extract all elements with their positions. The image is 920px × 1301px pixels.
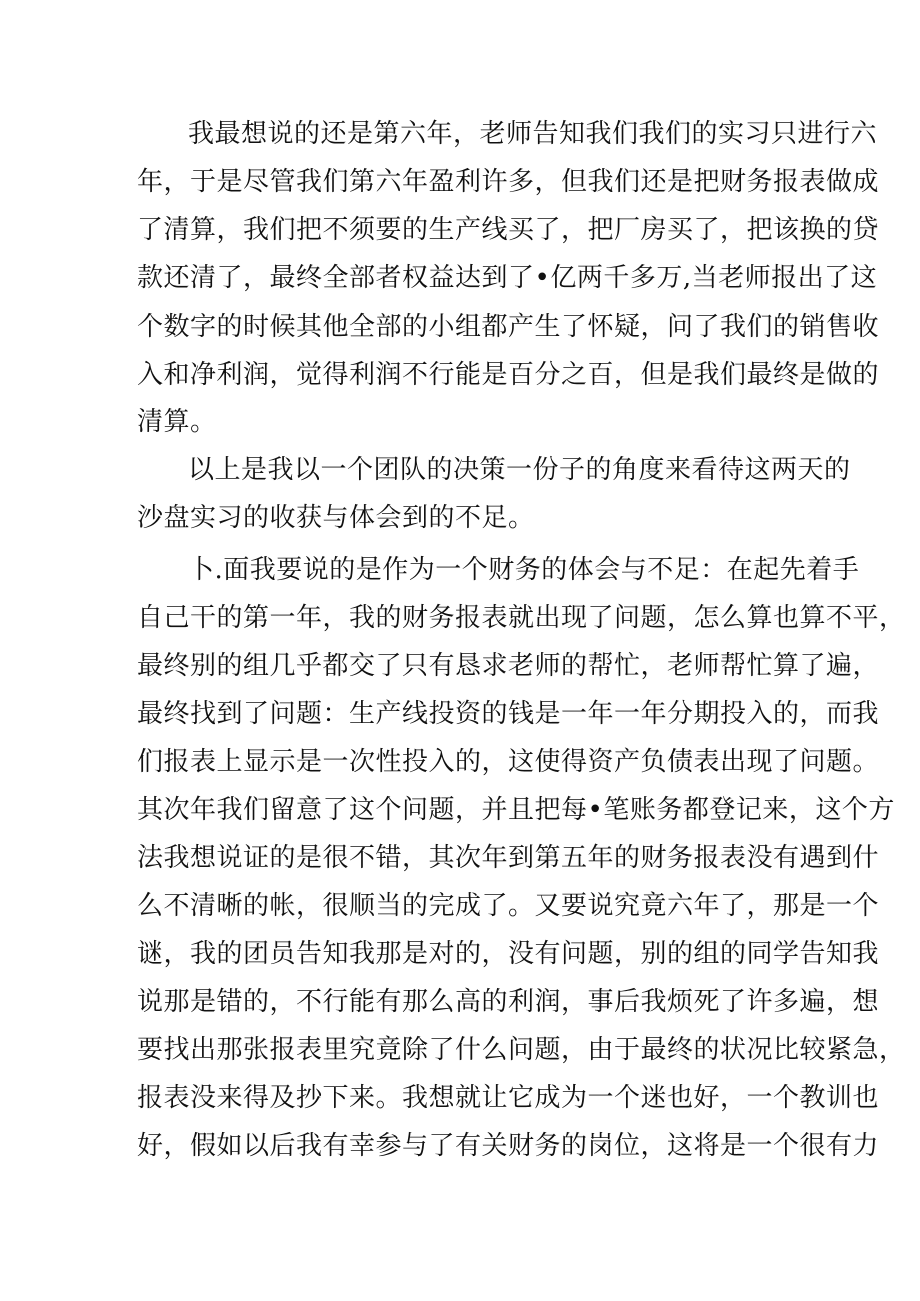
text-line: 要找出那张报表里究竟除了什么问题，由于最终的状况比较紧急， (137, 1035, 906, 1065)
text-line: 谜，我的团员告知我那是对的，没有问题，别的组的同学告知我 (137, 939, 880, 969)
text-line: 其次年我们留意了这个问题，并且把每•笔账务都登记来，这个方 (137, 795, 895, 825)
text-line: 卜.面我要说的是作为一个财务的体会与不足：在起先着手 (188, 555, 860, 585)
text-line: 自己干的第一年，我的财务报表就出现了问题，怎么算也算不平， (137, 603, 906, 633)
text-line: 好，假如以后我有幸参与了有关财务的岗位，这将是一个很有力 (137, 1131, 880, 1161)
text-line: 们报表上显示是一次性投入的，这使得资产负债表出现了问题。 (137, 747, 880, 777)
text-line: 入和净利润，觉得利润不行能是百分之百，但是我们最终是做的 (137, 360, 880, 390)
text-line: 报表没来得及抄下来。我想就让它成为一个迷也好，一个教训也 (137, 1083, 880, 1113)
text-line: 沙盘实习的收获与体会到的不足。 (137, 503, 535, 533)
text-line: 最终别的组几乎都交了只有恳求老师的帮忙，老师帮忙算了遍， (137, 651, 880, 681)
text-line: 清算。 (137, 407, 217, 437)
text-line: 以上是我以一个团队的决策一份子的角度来看待这两天的 (188, 455, 851, 485)
text-line: 年，于是尽管我们第六年盈利许多，但我们还是把财务报表做成 (137, 167, 880, 197)
text-line: 了清算，我们把不须要的生产线买了，把厂房买了，把该换的贷 (137, 215, 880, 245)
text-line: 么不清晰的帐，很顺当的完成了。又要说究竟六年了，那是一个 (137, 891, 880, 921)
text-line: 法我想说证的是很不错，其次年到第五年的财务报表没有遇到什 (137, 843, 880, 873)
text-line: 最终找到了问题：生产线投资的钱是一年一年分期投入的，而我 (137, 699, 880, 729)
text-line: 说那是错的，不行能有那么高的利润，事后我烦死了许多遍，想 (137, 987, 880, 1017)
text-line: 我最想说的还是第六年，老师告知我们我们的实习只进行六 (188, 119, 878, 149)
text-line: 款还清了，最终全部者权益达到了•亿两千多万,当老师报出了这 (137, 263, 878, 293)
text-line: 个数字的时候其他全部的小组都产生了怀疑，问了我们的销售收 (137, 312, 880, 342)
